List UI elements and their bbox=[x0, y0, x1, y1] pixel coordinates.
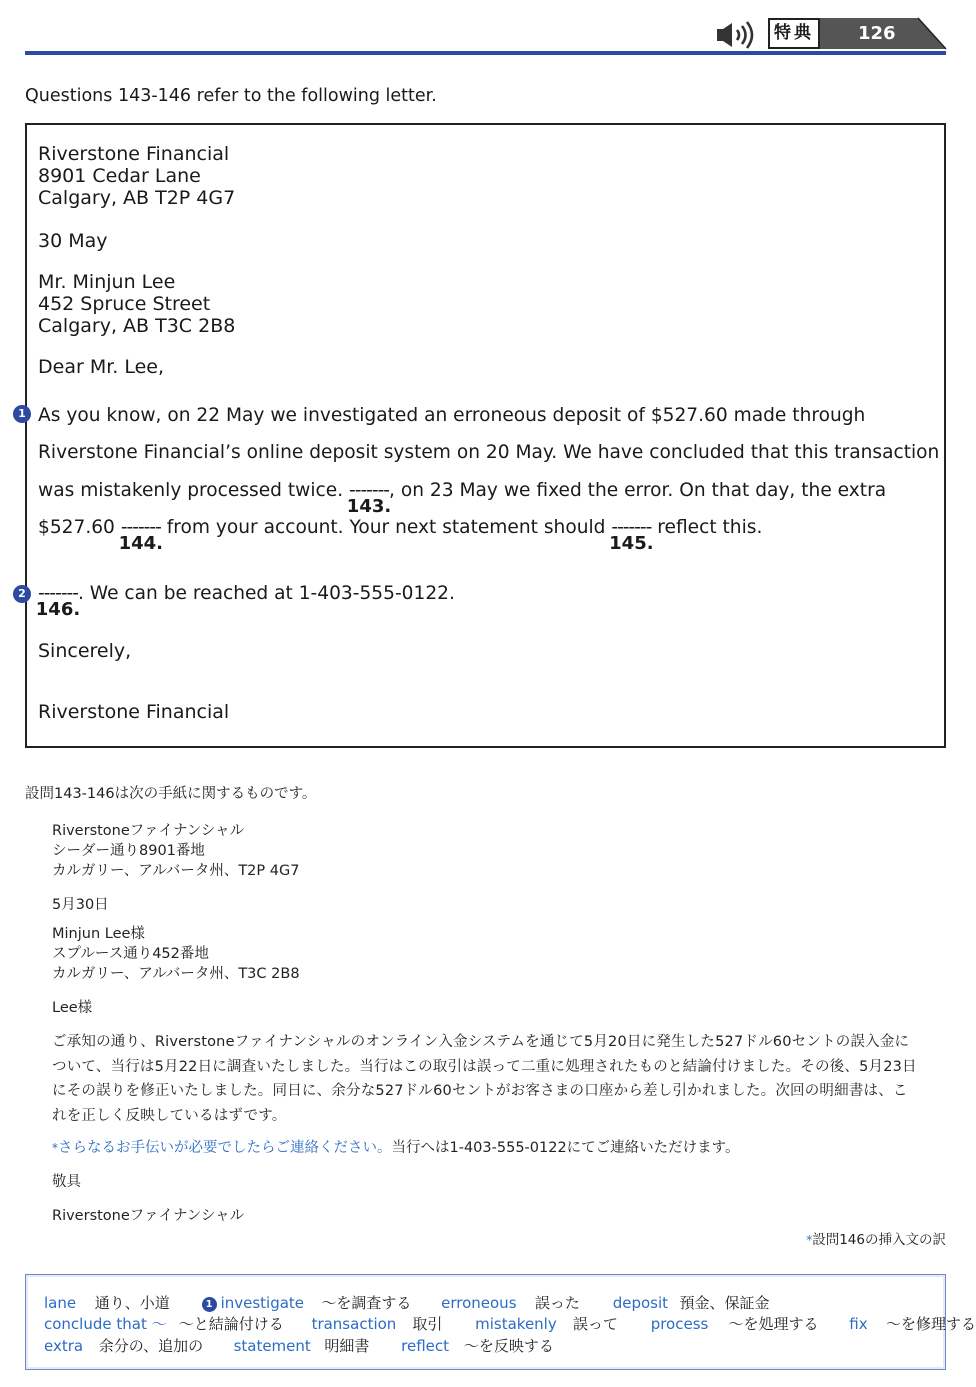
paragraph-line-4: $527.60 ------- 144. from your account. Your next statement should ------- 145. reflect this. bbox=[38, 517, 763, 554]
paragraph-line-1: As you know, on 22 May we investigated an erroneous deposit of $527.60 made through bbox=[38, 405, 866, 426]
blank-146[interactable]: ------- 146. bbox=[35, 583, 81, 620]
vocab-meaning: 取引 bbox=[412, 1315, 443, 1333]
tokuten-label: 特典 bbox=[768, 18, 820, 49]
paragraph-line-2: Riverstone Financial’s online deposit system on 20 May. We have concluded that this transaction bbox=[38, 442, 940, 463]
recipient-city: Calgary, AB T3C 2B8 bbox=[38, 315, 236, 337]
jp-date: 5月30日 bbox=[52, 897, 109, 913]
track-number: 126 bbox=[820, 18, 946, 49]
jp-inserted-line: *さらなるお手伝いが必要でしたらご連絡ください。当行へは1-403-555-0122にてご連絡いただけます。 bbox=[52, 1140, 740, 1156]
jp-recipient-street: スプルース通り452番地 bbox=[52, 946, 209, 962]
vocab-term: extra bbox=[44, 1337, 84, 1355]
vocab-term: fix bbox=[849, 1315, 868, 1333]
paragraph-2: ------- 146. . We can be reached at 1-403-555-0122. bbox=[35, 583, 455, 620]
vocab-meaning: 誤った bbox=[534, 1294, 580, 1312]
closing: Sincerely, bbox=[38, 640, 132, 662]
corner-triangle-icon bbox=[918, 18, 946, 49]
jp-sender-street: シーダー通り8901番地 bbox=[52, 843, 205, 859]
recipient-name: Mr. Minjun Lee bbox=[38, 271, 176, 293]
vocab-meaning: 通り、小道 bbox=[94, 1294, 170, 1312]
speaker-icon[interactable] bbox=[715, 20, 759, 50]
paragraph-line-3: was mistakenly processed twice. ------- 143. , on 23 May we fixed the error. On that day, the extra bbox=[38, 480, 887, 517]
sender-city: Calgary, AB T2P 4G7 bbox=[38, 187, 236, 209]
marker-1-icon: 1 bbox=[202, 1297, 217, 1312]
recipient-street: 452 Spruce Street bbox=[38, 293, 211, 315]
jp-salutation: Lee様 bbox=[52, 1000, 93, 1016]
jp-body: ご承知の通り、Riverstoneファイナンシャルのオンライン入金システムを通じて5月20日に発生した527ドル60セントの誤入金について、当行は5月22日に調査いたしました。当行はこの取引は誤って二重に処理されたものと結論付けました。その後、5月23日にその誤りを修正いたしました。同日に、余分な527ドル60セントがお客さまの口座から差し引かれました。次回の明細書は、これを正しく反映しているはずです。 bbox=[52, 1034, 917, 1124]
vocab-term: erroneous bbox=[441, 1294, 517, 1312]
signature: Riverstone Financial bbox=[38, 701, 230, 723]
vocab-meaning: 明細書 bbox=[324, 1337, 370, 1355]
jp-signature: Riverstoneファイナンシャル bbox=[52, 1208, 245, 1224]
jp-sender-name: Riverstoneファイナンシャル bbox=[52, 823, 245, 839]
vocab-meaning: 誤って bbox=[572, 1315, 618, 1333]
vocab-term: lane bbox=[44, 1294, 77, 1312]
header-rule bbox=[25, 51, 946, 55]
vocab-term: conclude that ～ bbox=[44, 1315, 167, 1333]
blank-144[interactable]: ------- 144. bbox=[118, 517, 164, 554]
vocab-term: transaction bbox=[311, 1315, 397, 1333]
vocab-term: statement bbox=[233, 1337, 311, 1355]
blank-143[interactable]: ------- 143. bbox=[346, 480, 392, 517]
marker-1-icon: 1 bbox=[13, 405, 31, 423]
vocab-meaning: ～を調査する bbox=[321, 1294, 412, 1312]
jp-footnote: *設問146の挿入文の訳 bbox=[806, 1232, 946, 1248]
translation-intro: 設問143-146は次の手紙に関するものです。 bbox=[25, 786, 317, 802]
salutation: Dear Mr. Lee, bbox=[38, 356, 165, 378]
vocab-row bbox=[44, 1335, 554, 1356]
vocab-term: process bbox=[650, 1315, 709, 1333]
letter-date: 30 May bbox=[38, 230, 108, 252]
question-intro: Questions 143-146 refer to the following letter. bbox=[25, 86, 437, 106]
jp-inserted-sentence: さらなるお手伝いが必要でしたらご連絡ください。 bbox=[58, 1140, 392, 1156]
vocab-term: reflect bbox=[401, 1337, 449, 1355]
jp-recipient-name: Minjun Lee様 bbox=[52, 926, 145, 942]
vocab-meaning: ～を修理する bbox=[886, 1315, 976, 1333]
vocab-meaning: ～と結論付ける bbox=[178, 1315, 284, 1333]
jp-sender-city: カルガリー、アルバータ州、T2P 4G7 bbox=[52, 863, 300, 879]
sender-street: 8901 Cedar Lane bbox=[38, 165, 201, 187]
marker-2-icon: 2 bbox=[13, 585, 31, 603]
vocab-meaning: ～を反映する bbox=[463, 1337, 554, 1355]
sender-name: Riverstone Financial bbox=[38, 143, 230, 165]
blank-145[interactable]: ------- 145. bbox=[609, 517, 654, 554]
vocab-row bbox=[44, 1313, 976, 1334]
vocab-term: mistakenly bbox=[475, 1315, 557, 1333]
vocab-meaning: ～を処理する bbox=[728, 1315, 819, 1333]
vocab-meaning: 余分の、追加の bbox=[98, 1337, 204, 1355]
vocabulary-box bbox=[25, 1274, 976, 1370]
vocab-row bbox=[44, 1292, 769, 1313]
letter-box bbox=[18, 123, 946, 748]
vocab-meaning: 預金、保証金 bbox=[679, 1294, 770, 1312]
vocab-term: investigate bbox=[220, 1294, 305, 1312]
jp-recipient-city: カルガリー、アルバータ州、T3C 2B8 bbox=[52, 966, 300, 982]
jp-closing: 敬具 bbox=[52, 1174, 81, 1190]
vocab-term: deposit bbox=[612, 1294, 668, 1312]
